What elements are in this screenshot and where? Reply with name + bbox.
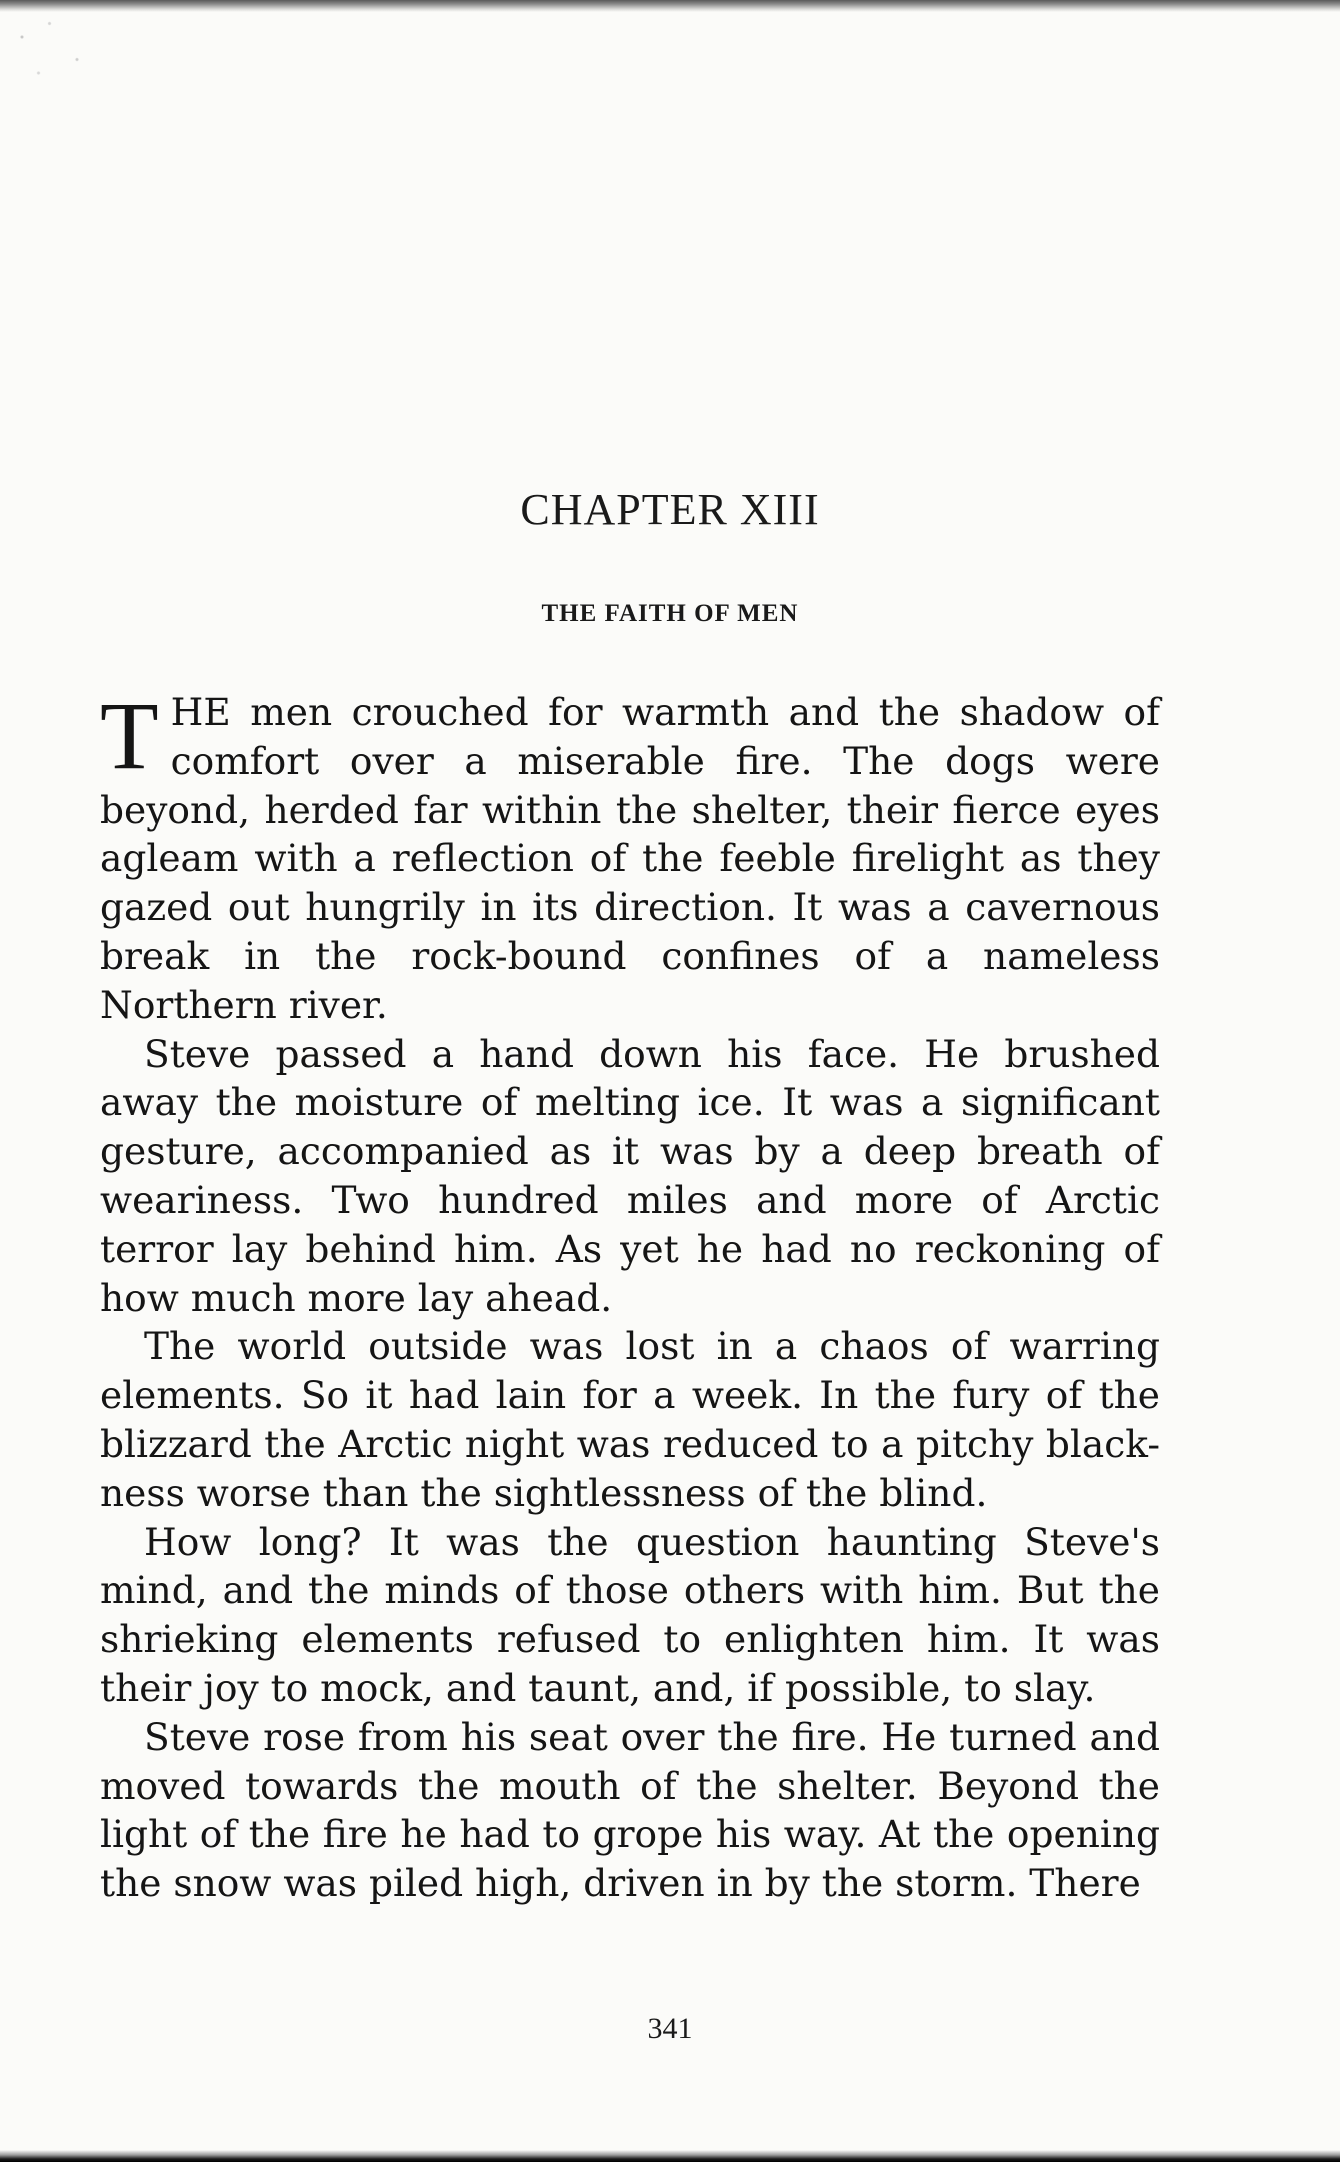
paragraph-2: Steve passed a hand down his face. He brushed away the moisture of melting ice. It was a significant gesture, accompanied as it was by a deep breath of weariness. Two hundred miles and more of Arctic terror lay behind him. As yet he had no reckoning of how much more lay ahead. bbox=[100, 1031, 1160, 1320]
chapter-title: THE FAITH OF MEN bbox=[541, 600, 799, 627]
body-text bbox=[100, 682, 1160, 1908]
scan-edge-bottom bbox=[0, 2150, 1340, 2162]
scan-edge-top bbox=[0, 0, 1340, 12]
first-word-rest: HE bbox=[170, 690, 231, 734]
chapter-heading: CHAPTER XIII bbox=[520, 485, 820, 534]
scan-speckle bbox=[0, 10, 110, 100]
drop-cap: T bbox=[100, 682, 159, 789]
paragraph-1-text: men crouched for warmth and the shadow of comfort over a miserable fire. The dogs were beyond, herded far within the shelter, their fierce eyes agleam with a reflection of the feeble firelight as they gazed out hungrily in its direction. It was a cavernous break in the rock-bound confines of a nameless Northern river. bbox=[100, 690, 1160, 1027]
paragraph-1 bbox=[100, 682, 1160, 1030]
page-number: 341 bbox=[647, 2012, 693, 2045]
paragraph-5: Steve rose from his seat over the fire. He turned and moved towards the mouth of the shelter. Beyond the light of the fire he had to grope his way. At the opening the snow was piled high, driven in by the storm. There bbox=[100, 1714, 1160, 1906]
paragraph-4: How long? It was the question haunting Steve's mind, and the minds of those others with him. But the shrieking elements refused to enlighten him. It was their joy to mock, and taunt, and, if possible, to slay. bbox=[100, 1519, 1160, 1710]
paragraph-3: The world outside was lost in a chaos of warring elements. So it had lain for a week. In the fury of the blizzard the Arctic night was reduced to a pitchy black-ness worse than the sightlessness of the blind. bbox=[100, 1324, 1160, 1515]
